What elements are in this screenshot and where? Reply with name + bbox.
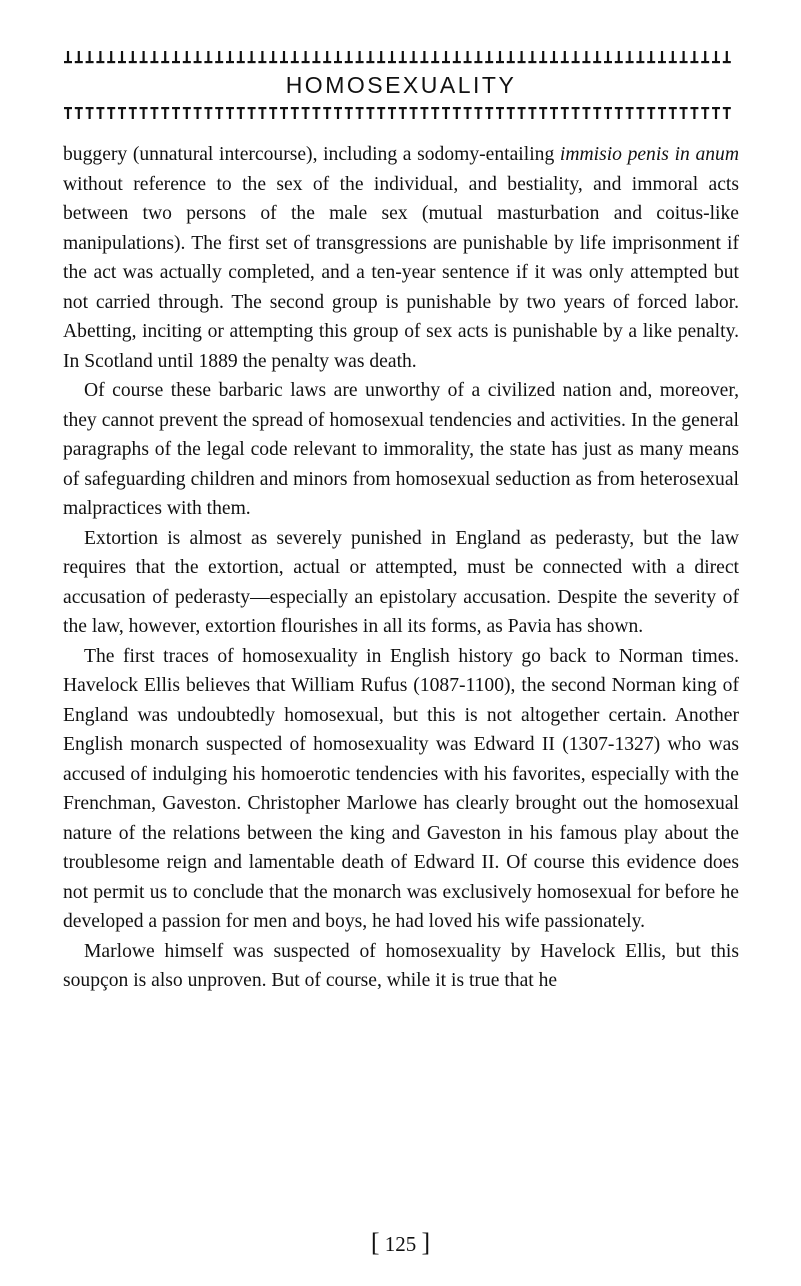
text-run: without reference to the sex of the individual, and bestiality, and immoral acts between two persons of the male sex (mutual masturbation and coitus-like manipulations). The first set of transgressions are punishable by life imprisonment if the act was actually completed, and a ten-year sentence if it was only attempted but not carried through. The second group is punishable by two years of forced labor. Abetting, inciting or attempting this group of sex acts is punishable by a like penalty. In Scotland until 1889 the penalty was death. — [63, 173, 739, 372]
ornament-mark — [593, 51, 601, 63]
ornament-mark — [150, 107, 158, 119]
ornament-mark — [626, 107, 634, 119]
ornament-mark — [258, 107, 266, 119]
ornament-mark — [96, 51, 104, 63]
ornament-mark — [194, 51, 202, 63]
ornament-mark — [161, 107, 169, 119]
ornament-mark — [712, 107, 720, 119]
ornament-mark — [183, 51, 191, 63]
ornament-mark — [334, 107, 342, 119]
ornament-mark — [453, 107, 461, 119]
top-ornament-rule — [63, 50, 736, 64]
ornament-mark — [507, 51, 515, 63]
ornament-mark — [420, 51, 428, 63]
ornament-mark — [269, 51, 277, 63]
ornament-mark — [291, 51, 299, 63]
ornament-mark — [194, 107, 202, 119]
ornament-mark — [388, 107, 396, 119]
ornament-mark — [172, 51, 180, 63]
ornament-mark — [410, 107, 418, 119]
ornament-mark — [237, 107, 245, 119]
ornament-mark — [626, 51, 634, 63]
ornament-mark — [118, 107, 126, 119]
ornament-mark — [615, 107, 623, 119]
ornament-mark — [485, 51, 493, 63]
ornament-mark — [431, 107, 439, 119]
ornament-mark — [485, 107, 493, 119]
ornament-mark — [75, 51, 83, 63]
ornament-mark — [701, 51, 709, 63]
folio-number: 125 — [384, 1232, 417, 1256]
ornament-mark — [129, 51, 137, 63]
ornament-mark — [442, 107, 450, 119]
ornament-mark — [399, 107, 407, 119]
paragraph — [63, 937, 739, 996]
ornament-mark — [431, 51, 439, 63]
ornament-mark — [366, 107, 374, 119]
ornament-mark — [377, 107, 385, 119]
ornament-mark — [399, 51, 407, 63]
ornament-mark — [496, 51, 504, 63]
ornament-mark — [507, 107, 515, 119]
ornament-mark — [723, 51, 731, 63]
ornament-mark — [215, 51, 223, 63]
ornament-mark — [258, 51, 266, 63]
ornament-mark — [107, 51, 115, 63]
ornament-mark — [690, 107, 698, 119]
ornament-mark — [669, 51, 677, 63]
text-run: Marlowe himself was suspected of homosexuality by Havelock Ellis, but this soupçon is also unproven. But of course, while it is true that he — [63, 940, 739, 991]
ornament-mark — [680, 51, 688, 63]
ornament-mark — [539, 51, 547, 63]
page — [63, 50, 739, 996]
ornament-mark — [345, 107, 353, 119]
ornament-mark — [572, 107, 580, 119]
ornament-mark — [701, 107, 709, 119]
ornament-mark — [237, 51, 245, 63]
ornament-mark — [356, 107, 364, 119]
ornament-mark — [96, 107, 104, 119]
ornament-mark — [64, 51, 72, 63]
ornament-mark — [647, 107, 655, 119]
paragraph — [63, 376, 739, 524]
ornament-mark — [312, 107, 320, 119]
ornament-mark — [604, 51, 612, 63]
ornament-mark — [636, 51, 644, 63]
ornament-mark — [410, 51, 418, 63]
ornament-mark — [604, 107, 612, 119]
ornament-mark — [86, 107, 94, 119]
ornament-mark — [420, 107, 428, 119]
text-run: The first traces of homosexuality in English history go back to Norman times. Havelock Ellis believes that William Rufus (1087-1100), the second Norman king of England was undoubtedly homosexual, but this is not altogether certain. Another English monarch suspected of homosexuality was Edward II (1307-1327) who was accused of indulging his homoerotic tendencies with his favorites, especially with the Frenchman, Gaveston. Christopher Marlowe has clearly brought out the homosexual nature of the relations between the king and Gaveston in his famous play about the troublesome reign and lamentable death of Edward II. Of course this evidence does not permit us to conclude that the monarch was exclusively homosexual for before he developed a passion for men and boys, he had loved his wife passionately. — [63, 645, 739, 932]
ornament-mark — [550, 107, 558, 119]
ornament-mark — [712, 51, 720, 63]
ornament-mark — [204, 51, 212, 63]
ornament-mark — [453, 51, 461, 63]
ornament-mark — [323, 107, 331, 119]
bottom-ornament-rule — [63, 106, 736, 120]
ornament-mark — [64, 107, 72, 119]
ornament-mark — [518, 107, 526, 119]
ornament-mark — [474, 51, 482, 63]
ornament-mark — [248, 107, 256, 119]
ornament-mark — [118, 51, 126, 63]
ornament-mark — [291, 107, 299, 119]
ornament-mark — [312, 51, 320, 63]
ornament-mark — [226, 51, 234, 63]
ornament-mark — [161, 51, 169, 63]
ornament-mark — [464, 107, 472, 119]
ornament-mark — [280, 51, 288, 63]
ornament-mark — [323, 51, 331, 63]
ornament-mark — [474, 107, 482, 119]
ornament-mark — [680, 107, 688, 119]
ornament-mark — [302, 51, 310, 63]
ornament-mark — [561, 51, 569, 63]
ornament-mark — [388, 51, 396, 63]
paragraph — [63, 524, 739, 642]
ornament-mark — [615, 51, 623, 63]
ornament-mark — [593, 107, 601, 119]
ornament-mark — [107, 107, 115, 119]
ornament-mark — [518, 51, 526, 63]
ornament-mark — [496, 107, 504, 119]
text-run: Extortion is almost as severely punished in England as pederasty, but the law requires that the extortion, actual or attempted, must be connected with a direct accusation of pederasty—especially an epistolary accusation. Despite the severity of the law, however, extortion flourishes in all its forms, as Pavia has shown. — [63, 527, 739, 637]
ornament-mark — [75, 107, 83, 119]
ornament-mark — [356, 51, 364, 63]
ornament-mark — [647, 51, 655, 63]
ornament-mark — [572, 51, 580, 63]
ornament-mark — [280, 107, 288, 119]
ornament-mark — [366, 51, 374, 63]
ornament-mark — [582, 51, 590, 63]
folio-close-bracket: ] — [421, 1228, 431, 1257]
ornament-mark — [226, 107, 234, 119]
ornament-mark — [550, 51, 558, 63]
ornament-mark — [172, 107, 180, 119]
ornament-mark — [582, 107, 590, 119]
body-text — [63, 140, 739, 996]
text-run: Of course these barbaric laws are unworthy of a civilized nation and, moreover, they cannot prevent the spread of homosexual tendencies and activities. In the general paragraphs of the legal code relevant to immorality, the state has just as many means of safeguarding children and minors from homosexual seduction as from heterosexual malpractices with them. — [63, 380, 739, 519]
folio-open-bracket: [ — [370, 1228, 380, 1257]
ornament-mark — [129, 107, 137, 119]
ornament-mark — [539, 107, 547, 119]
ornament-mark — [334, 51, 342, 63]
ornament-mark — [528, 107, 536, 119]
text-run: buggery (unnatural intercourse), including a sodomy-entailing — [63, 144, 560, 165]
ornament-mark — [442, 51, 450, 63]
ornament-mark — [690, 51, 698, 63]
ornament-mark — [248, 51, 256, 63]
italic-phrase: immisio penis in anum — [559, 144, 739, 165]
ornament-mark — [528, 51, 536, 63]
ornament-mark — [86, 51, 94, 63]
ornament-mark — [140, 51, 148, 63]
ornament-mark — [377, 51, 385, 63]
ornament-mark — [302, 107, 310, 119]
paragraph — [63, 140, 739, 376]
ornament-mark — [183, 107, 191, 119]
ornament-mark — [658, 51, 666, 63]
ornament-mark — [636, 107, 644, 119]
page-number — [0, 1229, 801, 1258]
ornament-mark — [345, 51, 353, 63]
ornament-mark — [140, 107, 148, 119]
running-head: HOMOSEXUALITY — [285, 72, 517, 98]
ornament-mark — [464, 51, 472, 63]
ornament-mark — [269, 107, 277, 119]
ornament-mark — [669, 107, 677, 119]
paragraph — [63, 642, 739, 937]
ornament-mark — [561, 107, 569, 119]
ornament-mark — [658, 107, 666, 119]
ornament-mark — [150, 51, 158, 63]
ornament-mark — [723, 107, 731, 119]
ornament-mark — [215, 107, 223, 119]
ornament-mark — [204, 107, 212, 119]
